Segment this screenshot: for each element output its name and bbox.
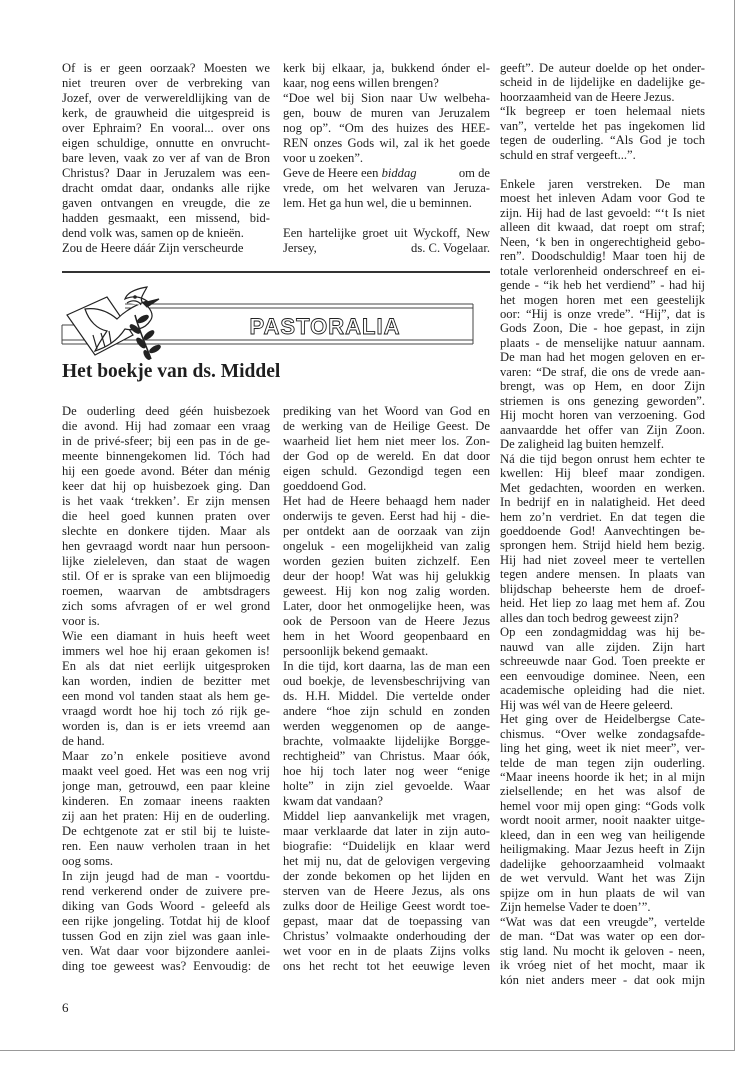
top-middle-column (283, 61, 490, 256)
text-line: zijn. Hij had de last gevoeld: “‘t Is niet (500, 205, 705, 220)
text-line: kan worden, indien de bezitter met (62, 674, 270, 688)
text-line: wordt nooit armer, nooit naakter uitge- (500, 813, 705, 828)
text-line: aanvaardde het offer van Zijn Zoon. (500, 422, 705, 437)
emphasis-biddag: biddag (381, 166, 417, 180)
text-line: totale verlorenheid onderschreef en ei- (500, 263, 705, 278)
section-title-pastoralia (245, 313, 405, 339)
text-line: sterven van de Heere Jezus, als ons (283, 884, 490, 898)
text-line: zulks door de Heilige Geest wordt toe- (283, 899, 490, 913)
text-line: hoe hij toch later nog weer “enige (283, 764, 490, 778)
text-line: meente binnengekomen lid. Tóch had (62, 449, 270, 463)
text-line: geweest. Hij kon nog zalig worden. (283, 584, 490, 598)
text-line: de wet vervuld. Want het was Zijn (500, 871, 705, 886)
text-line: In die tijd, kort daarna, las de man een (283, 659, 490, 673)
text-line: deur der hoop! Wat was hij gelukkig (283, 569, 490, 583)
text-line: “Doe wel bij Sion naar Uw welbeha- (283, 91, 490, 105)
article-column-1 (62, 404, 270, 974)
article-title: Het boekje van ds. Middel (62, 361, 281, 382)
text-line: gen, bouw de muren van Jeruzalem (283, 106, 490, 120)
text-line: schreeuwde naar God. Toen preekte er (500, 654, 705, 669)
text-line: der zonde bekomen op het lijden en (283, 869, 490, 883)
text-line: zich soms afvragen of er wel grond (62, 599, 270, 613)
text-line: het mogen horen met een geestelijk (500, 292, 705, 307)
section-title-outline (245, 313, 405, 339)
text-line: ds. H.H. Middel. Die vertelde onder (283, 689, 490, 703)
text-line: het mij nu, dat de gelovigen vergeving (283, 854, 490, 868)
text-line: hem in het Woord geopenbaard en (283, 629, 490, 643)
text-line: geeft”. De auteur doelde op het onder- (500, 61, 705, 75)
text-line: is het vaak ‘trekken’. Er zijn mensen (62, 494, 270, 508)
text-line: Ná die tijd begon onrust hem echter te (500, 451, 705, 466)
text-line: hemel voor mij open ging: “Gods volk (500, 798, 705, 813)
text-line: ling het ging, weet ik niet meer”, ver- (500, 741, 705, 756)
text-line: worden is, dan is er iets vreemd aan (62, 719, 270, 733)
text-line: hen gevraagd wordt naar hun persoon- (62, 539, 270, 553)
text-line: ren. Een nauw verholen traan in het (62, 839, 270, 853)
text-line: Het ging over de Heidelbergse Cate- (500, 712, 705, 727)
text-line: dend volk was, samen op de knieën. (62, 226, 244, 240)
text-line: ding toe geweest was? Eenvoudig: de (62, 959, 270, 973)
article-column-2 (283, 404, 490, 974)
text-line: gaven ontvangen en vreugde, die ze (62, 196, 270, 210)
text-line: Middel liep aanvankelijk met vragen, (283, 809, 490, 823)
text-line: eigen schuld. Gezondigd tegen een (283, 464, 490, 478)
text-line: REN onzes Gods wil, zal ik het goede (283, 136, 490, 150)
text-line (283, 166, 490, 181)
text-line: een eenvoudige dominee. Neen, een (500, 668, 705, 683)
text-line: slechte en donkere tijden. Maar als (62, 524, 270, 538)
text-line: Christus? Daar in Jeruzalem was een- (62, 166, 270, 180)
text-line: bare leven, vaak zo ver af van de Bron (62, 151, 270, 165)
blank-line (283, 211, 490, 226)
text-line: kerk, de grauwheid die uitgespreid is (62, 106, 270, 120)
text-line: vraagd wordt hoe hij toch zó rijk ge- (62, 704, 270, 718)
text-line: kerk bij elkaar, ja, bukkend ónder el- (283, 61, 490, 75)
text-line: Later, door het onmogelijke heen, was (283, 599, 490, 613)
text-line: De echtgenote zat er stil bij te luiste- (62, 824, 270, 838)
text-line: ik vróeg niet of het mocht, maar ik (500, 958, 705, 973)
text-line: waarheid liet hem niet meer los. Zon- (283, 434, 490, 448)
text-line: per ontdekt aan de oorzaak van zijn (283, 524, 490, 538)
text-line: “Wat was dat een vreugde”, vertelde (500, 914, 705, 929)
text-line: tegen de ouderling. “Als God je toch (500, 133, 705, 148)
text-line: voor u zoeken”. (283, 151, 364, 165)
text-line: maar verklaarde dat later in zijn auto- (283, 824, 490, 838)
text-line: Hij had niet zoveel meer te vertellen (500, 552, 705, 567)
text-line: een mond vol tanden staat als hem ge- (62, 689, 270, 703)
text-line: heid. Het liep zo laag met hem af. Zou (500, 596, 705, 611)
text-line: ren”. Doodschuldig! Maar toen hij de (500, 249, 705, 264)
text-line: van”, vertelde het pas ingekomen lid (500, 118, 705, 133)
text-line: gepast, maar dat de toepassing van (283, 914, 490, 928)
text-line: Met gedachten, woorden en werken. (500, 480, 705, 495)
text-line: De man had het mogen geloven en er- (500, 350, 705, 365)
text-line: De ouderling deed géén huisbezoek (62, 404, 270, 418)
text-line: scheid in de lijdelijke en dadelijke ge- (500, 75, 705, 90)
text-line: andere “hoe zijn schuld en zonden (283, 704, 490, 718)
text-line: biografie: “Duidelijk en klaar werd (283, 839, 490, 853)
pastoralia-banner (55, 285, 480, 363)
text-line: ons het recht tot het eeuwige leven (283, 959, 490, 973)
text-line: Maar zo’n enkele positieve avond (62, 749, 270, 763)
text-line: chismus. “Over welke zondagsafde- (500, 726, 705, 741)
text-line: ven. Wat daar voor bijzondere aanlei- (62, 944, 270, 958)
text-line: kwam dat vandaan? (283, 794, 384, 808)
article-column-3 (500, 61, 705, 987)
text-line: kwellen: Hij bleef maar zondigen. (500, 466, 705, 481)
text-segment: om de (455, 166, 490, 180)
text-line: kleed, dan in een weg van heiligende (500, 827, 705, 842)
text-line: niet treuren over de verbreking van (62, 76, 270, 90)
text-segment: Geve de Heere een (283, 166, 382, 180)
text-line: hadden gesmaakt, een missend, bid- (62, 211, 270, 225)
text-line: hij een goede avond. Béter dan ménig (62, 464, 270, 478)
text-line: vrede, om het welvaren van Jeruza- (283, 181, 490, 195)
text-line: oor: “Hij is onze vrede”. “Hij”, dat is (500, 306, 705, 321)
text-line: oog soms. (62, 854, 114, 868)
text-line: roemen, waarvan de ambtsdragers (62, 584, 270, 598)
text-line: worden gezien buiten zichzelf. Een (283, 554, 490, 568)
text-line: kaar, nog eens willen brengen? (283, 76, 439, 90)
text-line: plaats - de menselijke natuur aannam. (500, 335, 705, 350)
text-line: hoorzaamheid van de Heere Jezus. (500, 89, 675, 104)
text-line: der God op de wereld. En dat door (283, 449, 490, 463)
text-line: Zijn hemelse Vader te doen’”. (500, 900, 651, 915)
text-line: stig land. Nu mocht ik geloven - neen, (500, 943, 705, 958)
text-line: nauwd van alle zijden. Zijn hart (500, 639, 705, 654)
text-line: Zou de Heere dáár Zijn verscheurde (62, 241, 244, 255)
text-line: goeddoend God. (283, 479, 367, 493)
text-line: keer dat hij op huisbezoek ging. Dan (62, 479, 270, 493)
text-line: Wie een diamant in huis heeft weet (62, 629, 270, 643)
text-line: de hand. (62, 734, 105, 748)
text-line: In zijn jeugd had de man - voortdu- (62, 869, 270, 883)
text-line: rend verkerend onder de zuivere pre- (62, 884, 270, 898)
text-line: die heel goed kunnen praten over (62, 509, 270, 523)
text-line: telde de man tegen zijn ouderling. (500, 755, 705, 770)
text-line: in de privé-sfeer; bij een pas in de ge- (62, 434, 270, 448)
text-line: nog op”. “Om des huizes des HEE- (283, 121, 490, 135)
text-line: diking van Gods Woord - geleefd als (62, 899, 270, 913)
text-line: onderwijs te geven. Eerst had hij - die- (283, 509, 490, 523)
text-line: Christus’ volmaakte onderhouding der (283, 929, 490, 943)
text-line: Het had de Heere behaagd hem nader (283, 494, 490, 508)
text-line: In bedrijf en in nalatigheid. Het deed (500, 495, 705, 510)
text-line: alleen dit kwaad, dat roept om straf; (500, 220, 705, 235)
text-line: die avond. Hij had zomaar een vraag (62, 419, 270, 433)
text-line: eigen schuldige, onnutte en onvrucht- (62, 136, 270, 150)
text-line: academische opleiding had die niet. (500, 683, 705, 698)
text-line: tegen andere mensen. In plaats van (500, 567, 705, 582)
page-edge-right (734, 0, 735, 1050)
blank-line (500, 162, 705, 176)
section-divider (62, 271, 490, 273)
text-line: spijze om in hun plaats de wil van (500, 885, 705, 900)
text-line: blijdschap beheerste hem de droef- (500, 581, 705, 596)
text-line: lem. Het ga hun wel, die u beminnen. (283, 196, 472, 210)
text-line: De zaligheid lag buiten hemzelf. (500, 437, 665, 452)
page-number: 6 (62, 1000, 69, 1015)
signature-line (283, 241, 490, 256)
text-line: Op een zondagmiddag was hij be- (500, 625, 705, 640)
text-line: Neen, ‘k ben in ongerechtigheid gebo- (500, 234, 705, 249)
text-line: hem zo’n verdriet. En dat tegen die (500, 509, 705, 524)
text-line: holte” in zijn ziel gevoelde. Waar (283, 779, 490, 793)
text-line: wet voor en in de plaats Zijns volks (283, 944, 490, 958)
text-line: Gods Zoon, Die - hoe gepast, in zijn (500, 321, 705, 336)
text-line: persoonlijk bekend gemaakt. (283, 644, 429, 658)
text-line: de man. “Dat was water op een dor- (500, 929, 705, 944)
text-line: goeddoende God! Aanvechtingen be- (500, 524, 705, 538)
text-line: gende - “ik heb het verdiend” - had hij (500, 278, 705, 293)
text-line: Hij was wél van de Heere geleerd. (500, 697, 674, 712)
text-line: “Maar ineens hoorde ik het; in al mijn (500, 769, 705, 784)
text-line: heiligmaking. Maar Jezus heeft in Zijn (500, 842, 705, 857)
text-line: rechtigheid” van Christus. Maar óók, (283, 749, 490, 763)
text-line: “Ik begreep er toen helemaal niets (500, 104, 705, 119)
text-line: stil. Of er is sprake van een blijmoedig (62, 569, 270, 583)
text-line: alles dan toch bedrog geweest zijn? (500, 610, 679, 625)
text-line: Jozef, over de verwereldlijking van de (62, 91, 270, 105)
text-line: een rijke jongeling. Totdat hij de kloof (62, 914, 270, 928)
text-line: brengt, was op Hem, en door Zijn (500, 379, 705, 394)
page-edge-bottom (0, 1050, 735, 1051)
text-line: oud boekje, de levensbeschrijving van (283, 674, 490, 688)
text-line: striemen is ons genezing geworden”. (500, 393, 705, 408)
greeting-line: Een hartelijke groet uit Wyckoff, New (283, 226, 490, 240)
text-line: Of is er geen oorzaak? Moesten we (62, 61, 270, 75)
text-line: de werking van de Heilige Geest. De (283, 419, 490, 433)
author-signature: ds. C. Vogelaar. (411, 241, 490, 255)
text-line: ook de Persoon van de Heere Jezus (283, 614, 490, 628)
text-line: tussen God en zijn ziel was gaan inle- (62, 929, 270, 943)
section-title-text: PASTORALIA (249, 314, 401, 339)
text-line: over Ephraim? En vooral... over ons (62, 121, 270, 135)
text-line: werden weggenomen op de aange- (283, 719, 490, 733)
text-line: voor is. (62, 614, 100, 628)
text-line: dadelijke gehoorzaamheid volmaakt (500, 856, 705, 871)
text-line: kinderen. En zomaar ineens raakten (62, 794, 270, 808)
top-left-column (62, 61, 270, 256)
text-line: zielsellende; en het was alsof de (500, 784, 705, 799)
text-line: sprongen hem. Strijd hield hem bezig. (500, 538, 705, 553)
text-line: dracht omdat daar, ondanks alle rijke (62, 181, 270, 195)
text-line: prediking van het Woord van God en (283, 404, 490, 418)
text-line: ongeluk - een mogelijkheid van zalig (283, 539, 490, 553)
text-line: Hij mocht horen van verzoening. God (500, 408, 705, 423)
text-line: Enkele jaren verstreken. De man (500, 176, 705, 191)
text-line: moest het inleven Adam voor God te (500, 191, 705, 206)
text-line: lijke zieleleven, dan staat de wagen (62, 554, 270, 568)
text-line: jonge man, getrouwd, een paar kleine (62, 779, 270, 793)
text-line: zij aan het praten: Hij en de ouderling. (62, 809, 270, 823)
text-line: En als dat niet eerlijk uitgesproken (62, 659, 270, 673)
text-line: maakt veel goed. Het was een nog vrij (62, 764, 270, 778)
text-line: schuld en straf vergeeft...”. (500, 147, 636, 162)
text-line: brachte, volmaakte lijdelijke Borgge- (283, 734, 490, 748)
greeting-place: Jersey, (283, 241, 317, 255)
text-line: kón niet anders meer - dat ook mijn (500, 972, 705, 987)
text-line: immers wel hoe hij eraan gekomen is! (62, 644, 270, 658)
text-line: varen: “De straf, die ons de vrede aan- (500, 364, 705, 379)
